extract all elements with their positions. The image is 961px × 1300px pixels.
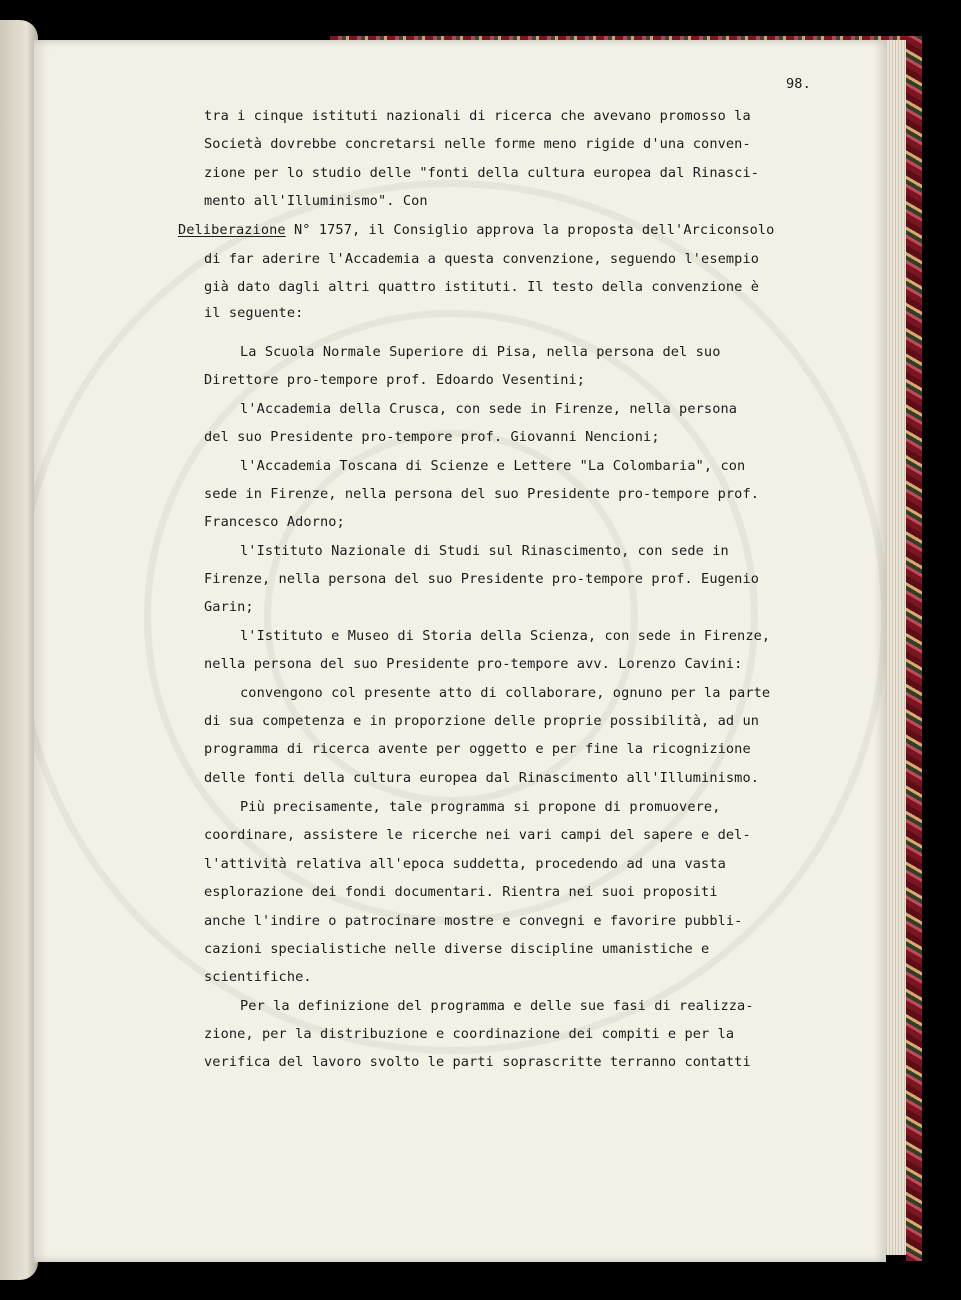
text-line: esplorazione dei fondi documentari. Rientra nei suoi propositi: [204, 884, 718, 900]
text-line: Firenze, nella persona del suo Presidente pro-tempore prof. Eugenio: [204, 571, 760, 587]
text-line: zione, per la distribuzione e coordinazione dei compiti e per la: [204, 1026, 735, 1042]
text-line: l'Istituto e Museo di Storia della Scienza, con sede in Firenze,: [240, 628, 771, 644]
text-line: tra i cinque istituti nazionali di ricerca che avevano promosso la: [204, 108, 751, 124]
deliberation-line: [178, 222, 774, 238]
text-line: nella persona del suo Presidente pro-tempore avv. Lorenzo Cavini:: [204, 656, 743, 672]
text-line: verifica del lavoro svolto le parti soprascritte terranno contatti: [204, 1054, 751, 1070]
text-line: delle fonti della cultura europea dal Rinascimento all'Illuminismo.: [204, 770, 760, 786]
text-line: programma di ricerca avente per oggetto e per fine la ricognizione: [204, 741, 751, 757]
marbled-cover-edge: [906, 36, 922, 1261]
text-line: mento all'Illuminismo". Con: [204, 193, 428, 209]
text-line: scientifiche.: [204, 969, 312, 985]
text-line: di far aderire l'Accademia a questa convenzione, seguendo l'esempio: [204, 251, 760, 267]
text-line: anche l'indire o patrocinare mostre e convegni e favorire pubbli-: [204, 913, 743, 929]
text-line: Garin;: [204, 599, 254, 615]
text-line: Francesco Adorno;: [204, 514, 345, 530]
text-line: il seguente:: [204, 305, 304, 321]
text-line: zione per lo studio delle "fonti della cultura europea dal Rinasci-: [204, 165, 760, 181]
text-line: l'Accademia Toscana di Scienze e Lettere "La Colombaria", con: [240, 458, 746, 474]
text-line: l'Istituto Nazionale di Studi sul Rinascimento, con sede in: [240, 543, 729, 559]
text-line: Direttore pro-tempore prof. Edoardo Vesentini;: [204, 372, 586, 388]
text-line: l'attività relativa all'epoca suddetta, procedendo ad una vasta: [204, 856, 726, 872]
text-line: già dato dagli altri quattro istituti. Il testo della convenzione è: [204, 279, 760, 295]
text-line: del suo Presidente pro-tempore prof. Giovanni Nencioni;: [204, 429, 660, 445]
text-line: Società dovrebbe concretarsi nelle forme meno rigide d'una conven-: [204, 136, 751, 152]
page-number: 98.: [786, 76, 811, 92]
text-line: convengono col presente atto di collaborare, ognuno per la parte: [240, 685, 771, 701]
document-page: [34, 40, 886, 1262]
text-line: di sua competenza e in proporzione delle proprie possibilità, ad un: [204, 713, 760, 729]
facing-page-edge: [0, 20, 38, 1280]
text-line: cazioni specialistiche nelle diverse discipline umanistiche e: [204, 941, 710, 957]
margin-heading: Deliberazione: [178, 222, 286, 238]
text-line: sede in Firenze, nella persona del suo Presidente pro-tempore prof.: [204, 486, 760, 502]
text-line: l'Accademia della Crusca, con sede in Firenze, nella persona: [240, 401, 738, 417]
text-line: Per la definizione del programma e delle sue fasi di realizza-: [240, 998, 754, 1014]
text-line: Più precisamente, tale programma si propone di promuovere,: [240, 799, 721, 815]
text-line: coordinare, assistere le ricerche nei vari campi del sapere e del-: [204, 827, 751, 843]
text-line: La Scuola Normale Superiore di Pisa, nella persona del suo: [240, 344, 721, 360]
text-fragment: N° 1757, il Consiglio approva la proposta dell'Arciconsolo: [285, 222, 775, 238]
